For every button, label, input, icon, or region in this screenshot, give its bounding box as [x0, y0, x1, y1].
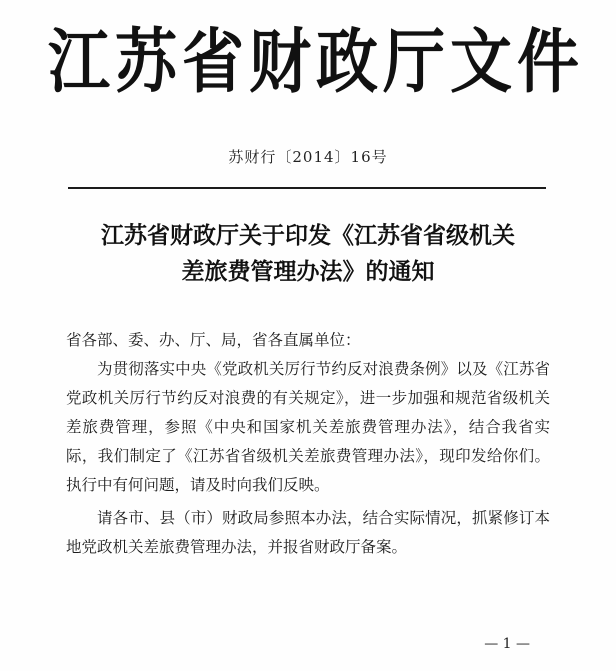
recipient-line: 省各部、委、办、厅、局，省各直属单位：: [66, 331, 361, 349]
header-divider-line: [68, 187, 546, 189]
document-number: 苏财行〔2014〕16号: [228, 148, 388, 166]
body-paragraph-2: 请各市、县（市）财政局参照本办法，结合实际情况，抓紧修订本地党政机关差旅费管理办法，并报省财政厅备案。: [66, 509, 550, 556]
notice-title: [0, 218, 616, 290]
page-number: — 1 —: [484, 636, 530, 652]
notice-title-line-1: 江苏省财政厅关于印发《江苏省省级机关: [101, 222, 515, 249]
notice-title-line-2: 差旅费管理办法》的通知: [181, 258, 435, 285]
document-header-title: 江苏省财政厅文件: [48, 20, 585, 103]
notice-body: [66, 326, 550, 562]
body-paragraph-1: 为贯彻落实中央《党政机关厉行节约反对浪费条例》以及《江苏省党政机关厉行节约反对浪费的有关规定》，进一步加强和规范省级机关差旅费管理，参照《中央和国家机关差旅费管理办法》，结合我省实际，我们制定了《江苏省省级机关差旅费管理办法》，现印发给你们。执行中有何问题，请及时向我们反映。: [66, 360, 550, 494]
